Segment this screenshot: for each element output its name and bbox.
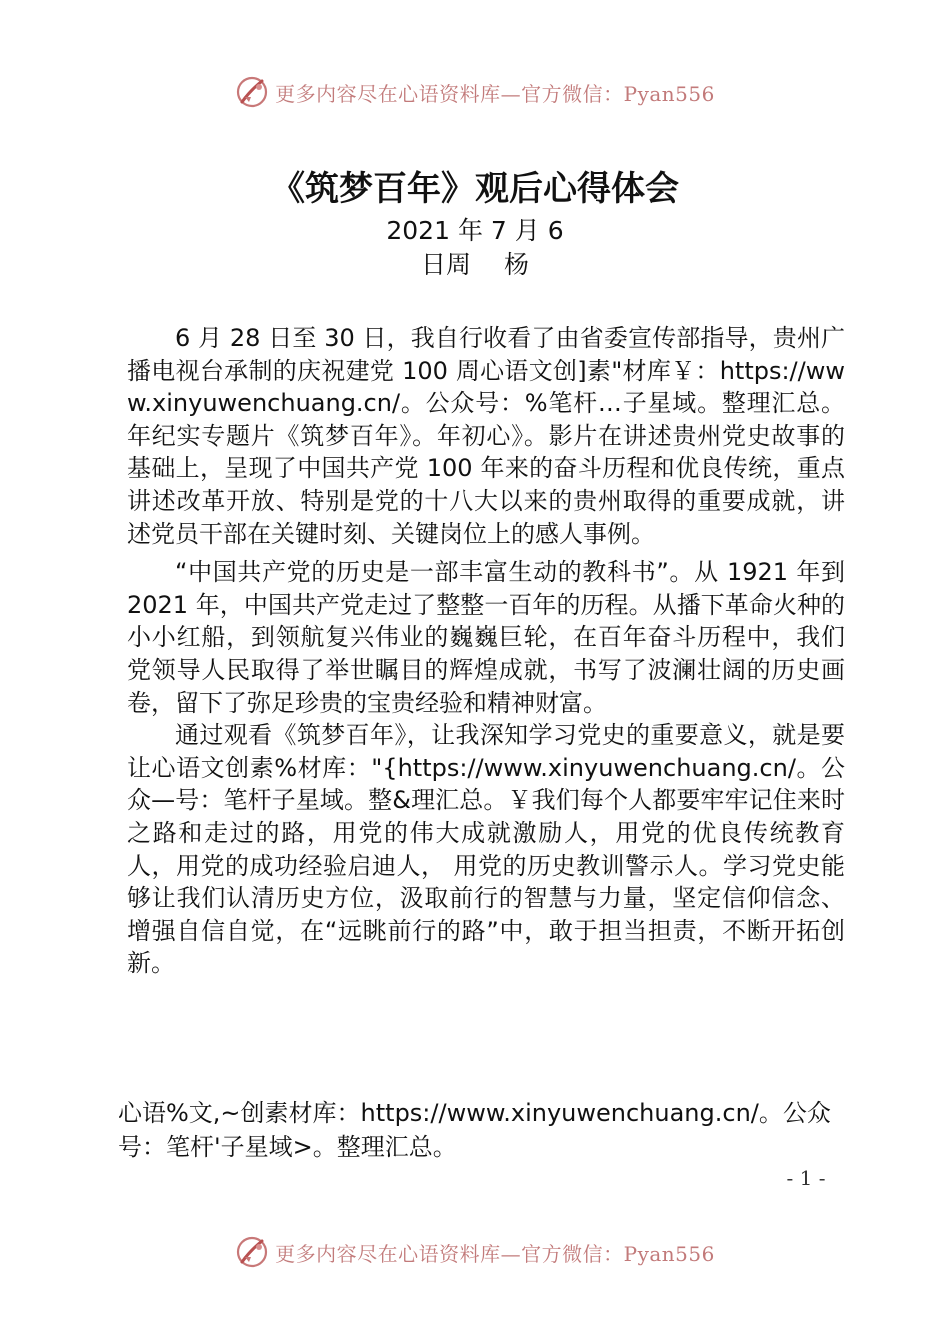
footer-watermark-banner	[0, 1232, 950, 1272]
footer-note: 心语%文,~创素材库：https://www.xinyuwenchuang.cn/。公众号：笔杆'子星域>。整理汇总。	[118, 1099, 831, 1161]
page-number: - 1 -	[786, 1166, 826, 1190]
brush-logo-icon	[235, 75, 269, 109]
body-paragraph-1: 6 月 28 日至 30 日，我自行收看了由省委宣传部指导，贵州广播电视台承制的庆祝建党 100 周心语文创]素"材库￥：https://www.xinyuwenchuang.cn/。公众号：%笔杆…子星域。整理汇总。年纪实专题片《筑梦百年》。年初心》。影片在讲述贵州党史故事的基础上，呈现了中国共产党 100 年来的奋斗历程和优良传统，重点讲述改革开放、特别是党的十八大以来的贵州取得的重要成就，讲述党员干部在关键时刻、关键岗位上的感人事例。	[127, 324, 845, 548]
document-title: 《筑梦百年》观后心得体会	[271, 169, 679, 209]
brush-logo-icon	[235, 1235, 269, 1269]
document-body	[127, 322, 845, 980]
document-date: 2021 年 7 月 6	[386, 216, 564, 245]
document-author: 日周 杨	[421, 250, 529, 279]
body-paragraph-3: 通过观看《筑梦百年》，让我深知学习党史的重要意义，就是要让心语文创素%材库："{https://www.xinyuwenchuang.cn/。公众—号：笔杆子星域。整&理汇总。￥我们每个人都要牢牢记住来时之路和走过的路，用党的伟大成就激励人，用党的优良传统教育人，用党的成功经验启迪人， 用党的历史教训警示人。学习党史能够让我们认清历史方位，汲取前行的智慧与力量，坚定信仰信念、增强自信自觉，在“远眺前行的路”中，敢于担当担责，不断开拓创新。	[127, 721, 845, 978]
header-watermark-text: 更多内容尽在心语资料库—官方微信：Pyan556	[275, 81, 715, 106]
body-paragraph-2: “中国共产党的历史是一部丰富生动的教科书”。从 1921 年到 2021 年，中国共产党走过了整整一百年的历程。从播下革命火种的小小红船，到领航复兴伟业的巍巍巨轮，在百年奋斗历程中，我们党领导人民取得了举世瞩目的辉煌成就，书写了波澜壮阔的历史画卷，留下了弥足珍贵的宝贵经验和精神财富。	[127, 558, 845, 717]
footer-watermark-text: 更多内容尽在心语资料库—官方微信：Pyan556	[275, 1241, 715, 1266]
header-watermark-banner	[0, 72, 950, 112]
